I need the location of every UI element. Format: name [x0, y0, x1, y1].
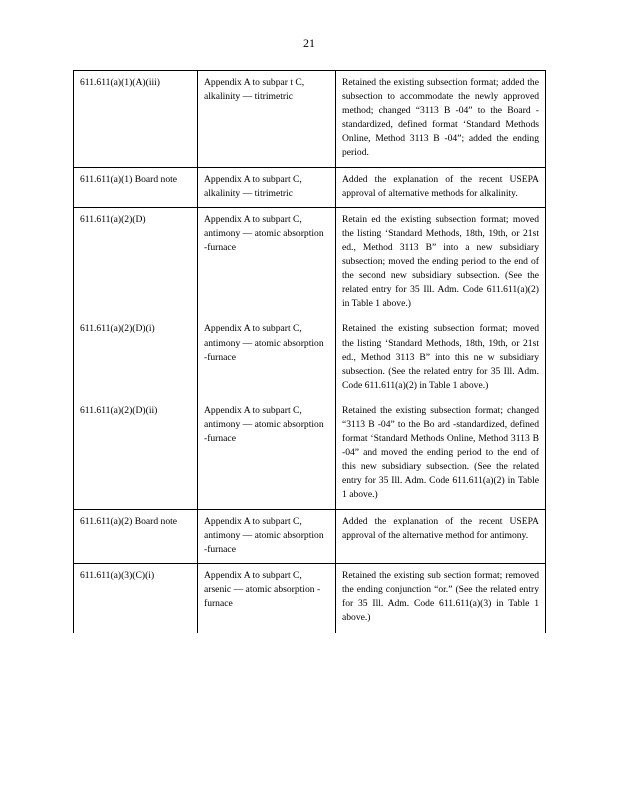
section-cell: 611.611(a)(1)(A)(iii) — [74, 71, 198, 168]
description-cell: Retained the existing subsection format; moved the listing ‘Standard Methods, 18th, 19th, or 21st ed., Method 3113 B” into this ne w subsidiary subsection. (See the related entry for 35 Ill. Adm. Code 611.611(a)(2) in Table 1 above.) — [336, 317, 546, 398]
source-cell: Appendix A to subpart C, antimony — atomic absorption -furnace — [198, 509, 336, 563]
section-cell: 611.611(a)(2) Board note — [74, 509, 198, 563]
source-cell: Appendix A to subpart C, antimony — atomic absorption -furnace — [198, 399, 336, 509]
source-cell: Appendix A to subpart C, antimony — atomic absorption -furnace — [198, 317, 336, 398]
source-cell: Appendix A to subpart C, alkalinity — titrimetric — [198, 167, 336, 207]
table-row — [74, 167, 546, 207]
source-cell: Appendix A to subpart C, arsenic — atomic absorption -furnace — [198, 563, 336, 633]
source-cell: Appendix A to subpart C, antimony — atomic absorption -furnace — [198, 207, 336, 317]
section-cell: 611.611(a)(2)(D)(ii) — [74, 399, 198, 509]
source-cell: Appendix A to subpar t C, alkalinity — titrimetric — [198, 71, 336, 168]
section-cell: 611.611(a)(2)(D) — [74, 207, 198, 317]
description-cell: Retained the existing sub section format; removed the ending conjunction “or.” (See the related entry for 35 Ill. Adm. Code 611.611(a)(3) in Table 1 above.) — [336, 563, 546, 633]
description-cell: Added the explanation of the recent USEPA approval of alternative methods for alkalinity. — [336, 167, 546, 207]
amendments-table — [73, 70, 546, 633]
table-row — [74, 399, 546, 509]
table-row — [74, 317, 546, 398]
section-cell: 611.611(a)(1) Board note — [74, 167, 198, 207]
section-cell: 611.611(a)(3)(C)(i) — [74, 563, 198, 633]
table-row — [74, 563, 546, 633]
page-number: 21 — [303, 36, 315, 50]
description-cell: Retain ed the existing subsection format; moved the listing ‘Standard Methods, 18th, 19th, or 21st ed., Method 3113 B” into a new subsidiary subsection; moved the ending period to the end of the second new subsidiary subsection. (See the related entry for 35 Ill. Adm. Code 611.611(a)(2) in Table 1 above.) — [336, 207, 546, 317]
description-cell: Retained the existing subsection format; added the subsection to accommodate the newly approved method; changed “3113 B -04” to the Board -standardized, defined format ‘Standard Methods Online, Method 3113 B -04”; added the ending period. — [336, 71, 546, 168]
description-cell: Added the explanation of the recent USEPA approval of the alternative method for antimony. — [336, 509, 546, 563]
table-row — [74, 207, 546, 317]
table-row — [74, 71, 546, 168]
section-cell: 611.611(a)(2)(D)(i) — [74, 317, 198, 398]
table-row — [74, 509, 546, 563]
description-cell: Retained the existing subsection format; changed “3113 B -04” to the Bo ard -standardized, defined format ‘Standard Methods Online, Method 3113 B -04” and moved the ending period to the end of this new subsidiary subsection. (See the related entry for 35 Ill. Adm. Code 611.611(a)(2) in Table 1 above.) — [336, 399, 546, 509]
